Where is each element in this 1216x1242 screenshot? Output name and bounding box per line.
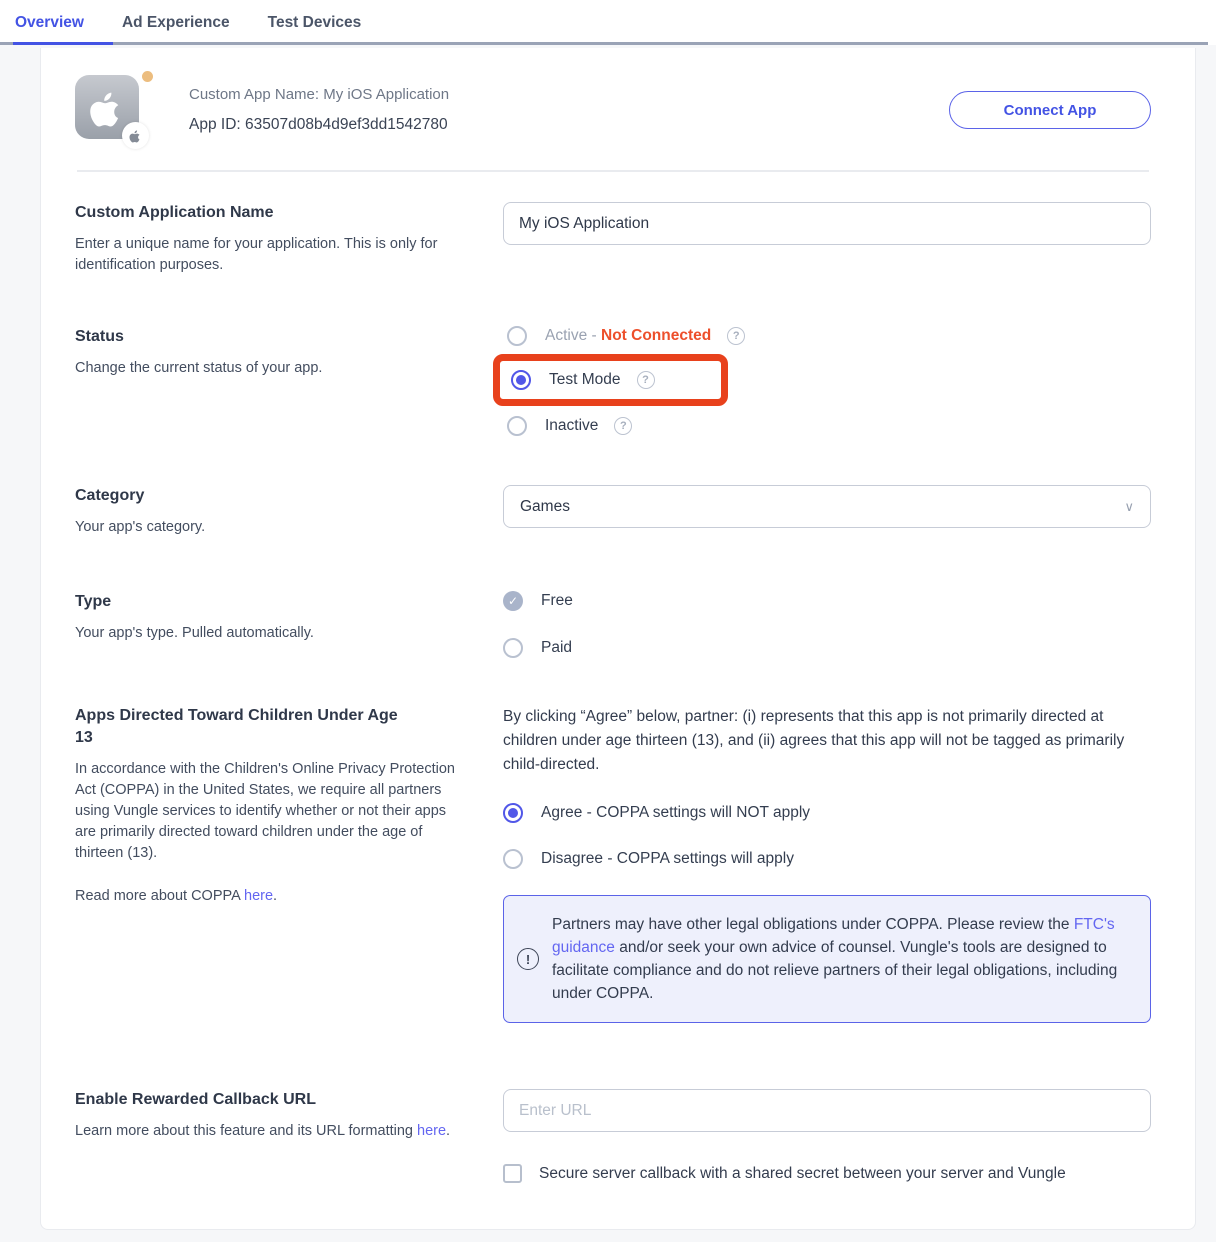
- app-settings-card: [40, 48, 1196, 1230]
- tab-bar: [0, 0, 1216, 45]
- info-icon: !: [517, 948, 539, 970]
- type-label: Type: [75, 593, 112, 610]
- active-tab-indicator: [13, 42, 113, 45]
- apple-badge-icon: [129, 128, 142, 143]
- category-row: [59, 485, 1151, 538]
- notice-pre: Partners may have other legal obligations under COPPA. Please review the: [552, 916, 1074, 933]
- callback-url-input[interactable]: [503, 1089, 1151, 1132]
- coppa-here-link[interactable]: here: [244, 888, 274, 904]
- notice-post: and/or seek your own advice of counsel. Vungle's tools are designed to facilitate compliance and do not relieve partners of their legal obligations, including under COPPA.: [552, 939, 1118, 1002]
- agree-label: Agree - COPPA settings will NOT apply: [541, 804, 811, 821]
- custom-name-label: Custom Application Name: [75, 204, 274, 221]
- secure-callback-label: Secure server callback with a shared secret between your server and Vungle: [539, 1165, 1066, 1182]
- callback-desc-prefix: Learn more about this feature and its URL formatting: [75, 1123, 418, 1139]
- notification-dot: [142, 71, 153, 82]
- type-option-paid[interactable]: [503, 638, 1151, 658]
- active-label: Active: [545, 327, 588, 344]
- status-option-test-mode[interactable]: [511, 370, 655, 390]
- ftc-guidance-link[interactable]: FTC's guidance: [552, 916, 1115, 956]
- custom-name-description: Enter a unique name for your application. This is only for identification purposes.: [75, 236, 438, 273]
- disagree-label: Disagree - COPPA settings will apply: [541, 850, 794, 867]
- tab-test-devices[interactable]: Test Devices: [267, 13, 362, 31]
- app-header: [59, 48, 1151, 170]
- radio-agree-icon[interactable]: [503, 803, 523, 823]
- not-connected-label: Not Connected: [601, 327, 712, 344]
- coppa-label: Apps Directed Toward Children Under Age 13: [75, 707, 398, 746]
- category-value: Games: [520, 497, 570, 515]
- type-option-free[interactable]: [503, 591, 1151, 611]
- radio-paid-icon[interactable]: [503, 638, 523, 658]
- type-row: [59, 591, 1151, 658]
- radio-disagree-icon[interactable]: [503, 849, 523, 869]
- custom-name-row: [59, 202, 1151, 276]
- free-checkmark-icon: ✓: [503, 591, 523, 611]
- status-option-inactive[interactable]: [507, 416, 1151, 436]
- coppa-description: In accordance with the Children's Online Privacy Protection Act (COPPA) in the United States, we require all partners using Vungle services to identify whether or not their apps are primarily directed toward children under the age of thirteen (13).: [75, 761, 455, 861]
- app-id-line: App ID: 63507d08b4d9ef3dd1542780: [189, 116, 448, 133]
- annotation-highlight-box: [493, 354, 728, 406]
- custom-name-input[interactable]: [503, 202, 1151, 245]
- status-option-active[interactable]: [507, 326, 1151, 346]
- app-icon-wrap: [75, 75, 145, 145]
- coppa-option-disagree[interactable]: [503, 849, 1151, 869]
- tab-overview[interactable]: Overview: [15, 13, 84, 31]
- test-mode-help-icon[interactable]: ?: [637, 371, 655, 389]
- test-mode-label: Test Mode: [549, 371, 621, 388]
- settings-form: [59, 172, 1151, 1186]
- active-separator: -: [587, 327, 601, 344]
- tab-underline: [0, 42, 1208, 45]
- radio-active-icon[interactable]: [507, 326, 527, 346]
- type-description: Your app's type. Pulled automatically.: [75, 625, 314, 641]
- category-description: Your app's category.: [75, 519, 206, 535]
- custom-app-name-line: Custom App Name: My iOS Application: [189, 86, 450, 103]
- secure-callback-checkbox[interactable]: [503, 1164, 522, 1183]
- callback-desc-suffix: .: [446, 1123, 451, 1139]
- coppa-agreement-text: By clicking “Agree” below, partner: (i) represents that this app is not primarily directed at children under age thirteen (13), and (ii) agrees that this app will not be tagged as primarily child-directed.: [503, 708, 1125, 773]
- radio-test-mode-icon[interactable]: [511, 370, 531, 390]
- inactive-label: Inactive: [545, 417, 599, 434]
- callback-label: Enable Rewarded Callback URL: [75, 1091, 316, 1108]
- read-more-suffix: .: [273, 888, 278, 904]
- status-label: Status: [75, 328, 124, 345]
- paid-label: Paid: [541, 639, 573, 656]
- coppa-notice-text: [552, 913, 1130, 1005]
- tab-ad-experience[interactable]: Ad Experience: [121, 13, 230, 31]
- callback-here-link[interactable]: here: [417, 1123, 447, 1139]
- app-meta: [189, 86, 949, 134]
- connect-app-button[interactable]: Connect App: [949, 91, 1151, 129]
- callback-row: [59, 1089, 1151, 1186]
- category-select[interactable]: [503, 485, 1151, 528]
- coppa-option-agree[interactable]: [503, 803, 1151, 823]
- category-label: Category: [75, 487, 145, 504]
- status-row: [59, 326, 1151, 436]
- apple-platform-badge: [122, 122, 149, 149]
- callback-description: [75, 1121, 471, 1142]
- chevron-down-icon: ∨: [1124, 498, 1134, 514]
- active-help-icon[interactable]: ?: [727, 327, 745, 345]
- read-more-prefix: Read more about COPPA: [75, 888, 244, 904]
- inactive-help-icon[interactable]: ?: [614, 417, 632, 435]
- coppa-row: [59, 705, 1151, 1023]
- apple-logo-icon: [89, 86, 125, 128]
- free-label: Free: [541, 592, 573, 609]
- radio-inactive-icon[interactable]: [507, 416, 527, 436]
- status-description: Change the current status of your app.: [75, 360, 323, 376]
- coppa-read-more: [75, 886, 471, 907]
- secure-callback-option[interactable]: [503, 1161, 1151, 1186]
- coppa-notice-box: [503, 895, 1151, 1023]
